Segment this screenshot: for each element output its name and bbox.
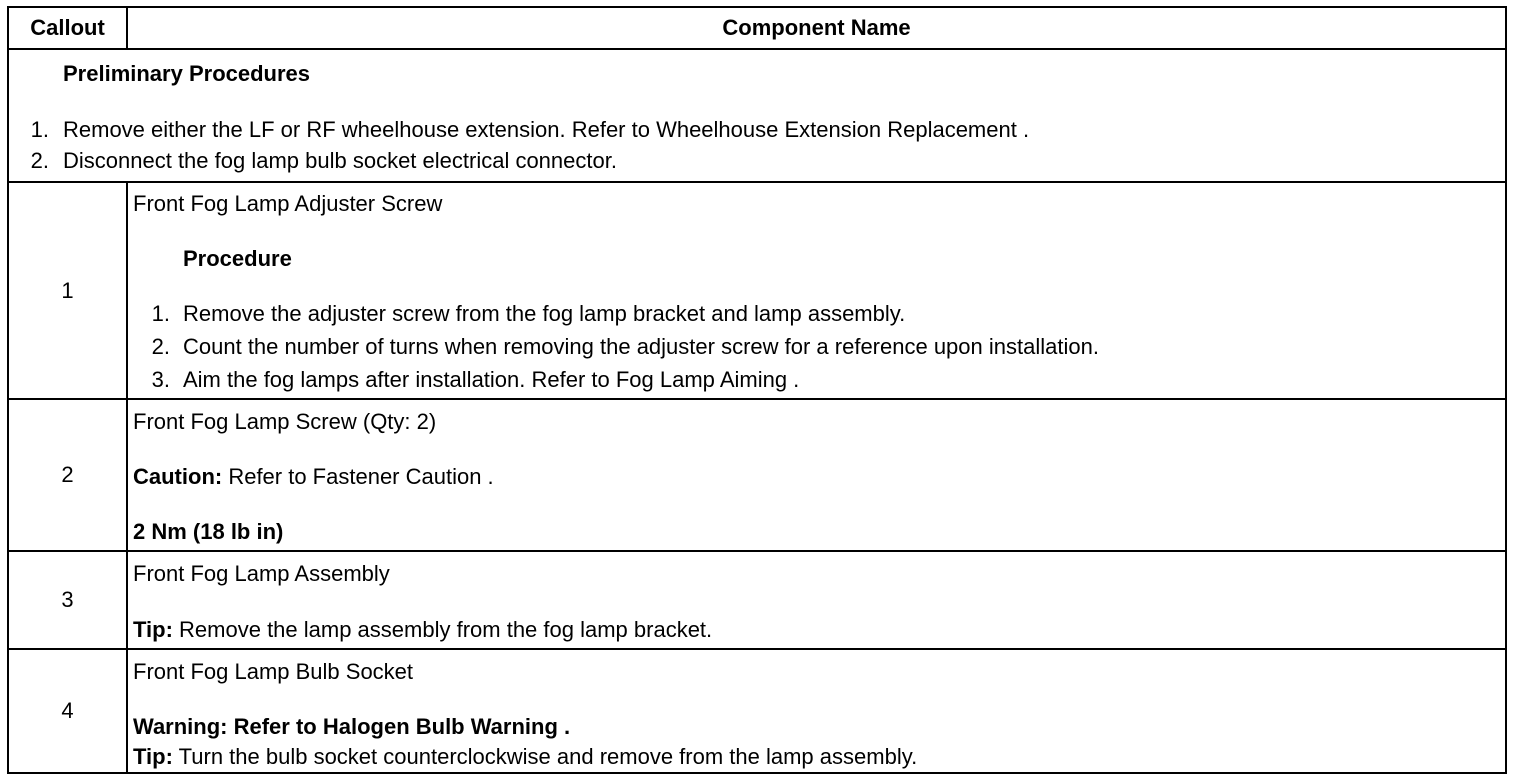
callout-number: 4 <box>8 649 127 773</box>
torque-spec: 2 Nm (18 lb in) <box>133 519 284 544</box>
preliminary-cell <box>8 49 1506 182</box>
preliminary-step-text: Remove either the LF or RF wheelhouse extension. Refer to Wheelhouse Extension Replacement . <box>63 117 1030 142</box>
component-name: Front Fog Lamp Assembly <box>133 561 390 586</box>
caution-line <box>133 465 494 489</box>
caution-text: Refer to Fastener Caution . <box>222 464 494 489</box>
component-name: Front Fog Lamp Adjuster Screw <box>133 191 443 216</box>
tip-line <box>133 745 917 769</box>
procedure-step-num: 1. <box>151 301 170 326</box>
tip-line <box>133 618 712 642</box>
callout-number: 1 <box>8 182 127 399</box>
callout-header: Callout <box>8 7 127 49</box>
tip-label: Tip: <box>133 617 173 642</box>
preliminary-title: Preliminary Procedures <box>63 61 311 86</box>
procedure-step-num: 2. <box>151 334 170 359</box>
procedure-title: Procedure <box>183 246 292 271</box>
tip-text: Turn the bulb socket counterclockwise and remove from the lamp assembly. <box>172 744 918 769</box>
callout-number: 2 <box>8 399 127 551</box>
tip-label: Tip: <box>133 744 173 769</box>
caution-label: Caution: <box>133 464 223 489</box>
warning-text: Warning: Refer to Halogen Bulb Warning . <box>133 714 571 739</box>
component-name: Front Fog Lamp Bulb Socket <box>133 659 414 684</box>
component-name: Front Fog Lamp Screw (Qty: 2) <box>133 409 437 434</box>
callout-number: 3 <box>8 551 127 649</box>
procedure-step-text: Count the number of turns when removing the adjuster screw for a reference upon installation. <box>183 334 1099 359</box>
preliminary-step-num: 2. <box>30 148 49 173</box>
procedure-step-num: 3. <box>151 367 170 392</box>
procedure-step-text: Aim the fog lamps after installation. Refer to Fog Lamp Aiming . <box>183 367 800 392</box>
table-row <box>8 399 1506 551</box>
component-cell <box>127 551 1506 649</box>
preliminary-step-num: 1. <box>30 117 49 142</box>
table-row <box>8 182 1506 399</box>
table-row <box>8 551 1506 649</box>
component-table <box>7 6 1507 774</box>
component-name-header: Component Name <box>127 7 1506 49</box>
procedure-step-text: Remove the adjuster screw from the fog lamp bracket and lamp assembly. <box>183 301 906 326</box>
component-cell <box>127 649 1506 773</box>
header-row <box>8 7 1506 49</box>
preliminary-step-text: Disconnect the fog lamp bulb socket electrical connector. <box>63 148 617 173</box>
tip-text: Remove the lamp assembly from the fog lamp bracket. <box>172 617 713 642</box>
component-cell <box>127 182 1506 399</box>
table-row <box>8 649 1506 773</box>
preliminary-row <box>8 49 1506 182</box>
component-cell <box>127 399 1506 551</box>
